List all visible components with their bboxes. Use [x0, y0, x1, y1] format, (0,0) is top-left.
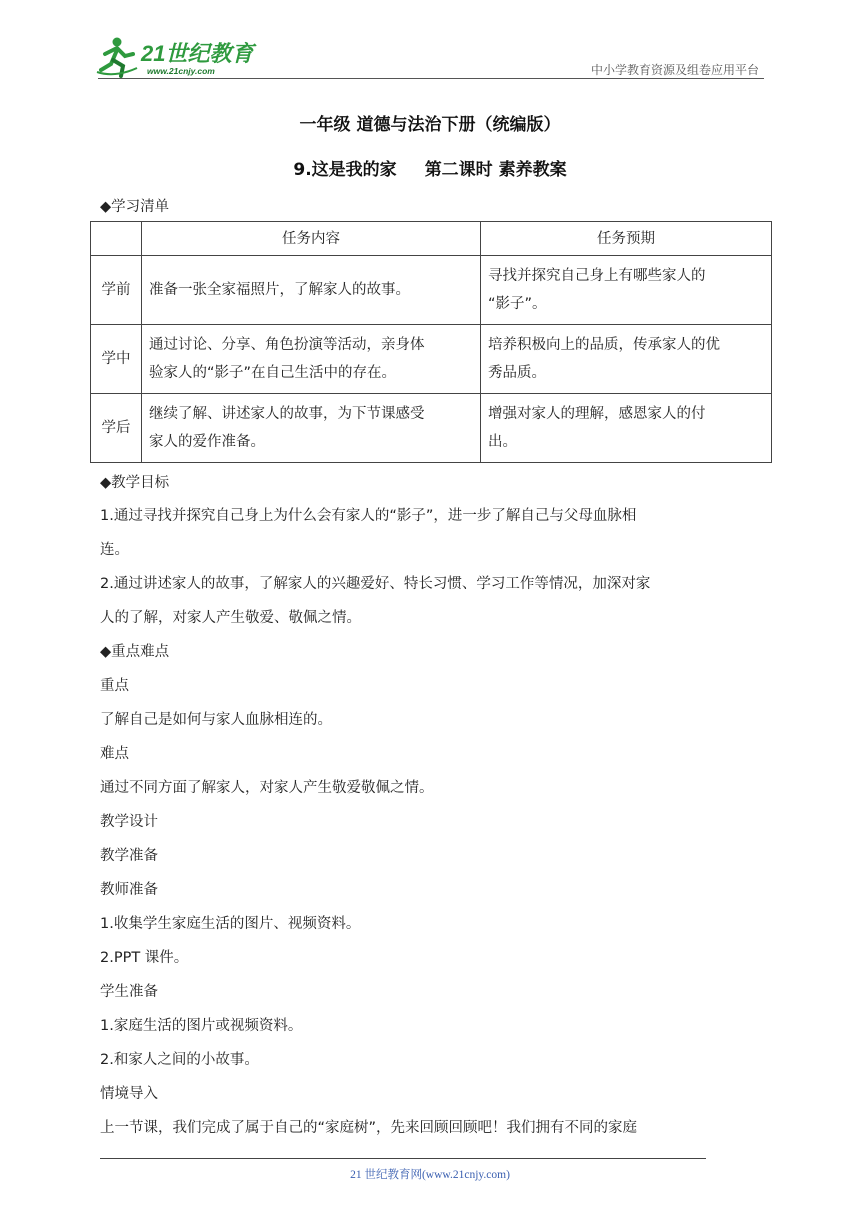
section-goals: ◆教学目标: [100, 475, 170, 491]
table-header-row: [91, 222, 772, 256]
goal-line: 人的了解，对家人产生敬爱、敬佩之情。: [100, 610, 361, 626]
intro-text: 上一节课，我们完成了属于自己的“家庭树”，先来回顾回顾吧！我们拥有不同的家庭: [100, 1120, 638, 1136]
expect-cell: [481, 325, 772, 394]
cell-line: 出。: [488, 434, 517, 450]
lesson-subtitle: 第二课时 素养教案: [424, 160, 567, 180]
expect-cell: [481, 256, 772, 325]
cell-line: 培养积极向上的品质，传承家人的优: [488, 337, 720, 353]
list-item: 1.家庭生活的图片或视频资料。: [100, 1018, 303, 1034]
cell-line: 通过讨论、分享、角色扮演等活动，亲身体: [149, 337, 425, 353]
table-row: [91, 394, 772, 463]
platform-label: 中小学教育资源及组卷应用平台: [590, 63, 759, 77]
goal-line: 1.通过寻找并探究自己身上为什么会有家人的“影子”，进一步了解自己与父母血脉相: [100, 508, 637, 524]
footer-link[interactable]: 21 世纪教育网(www.21cnjy.com): [350, 1169, 510, 1181]
footer-divider: [100, 1158, 706, 1159]
content-cell: [142, 394, 481, 463]
goal-line: 2.通过讲述家人的故事，了解家人的兴趣爱好、特长习惯、学习工作等情况，加深对家: [100, 576, 651, 592]
table-header-cell: 任务内容: [142, 222, 481, 256]
logo-url: www.21cnjy.com: [147, 66, 215, 76]
cell-line: 继续了解、讲述家人的故事，为下节课感受: [149, 406, 425, 422]
cell-line: 准备一张全家福照片，了解家人的故事。: [149, 282, 410, 298]
goal-line: 连。: [100, 542, 129, 558]
content-cell: [142, 256, 481, 325]
student-prep-heading: 学生准备: [100, 984, 158, 1000]
page-header: [95, 34, 763, 79]
cell-line: 增强对家人的理解，感恩家人的付: [488, 406, 706, 422]
logo-icon: [95, 34, 295, 78]
section-key-points: ◆重点难点: [100, 644, 170, 660]
key-text: 了解自己是如何与家人血脉相连的。: [100, 712, 332, 728]
stage-cell: 学前: [91, 256, 142, 325]
table-row: [91, 325, 772, 394]
teacher-prep-heading: 教师准备: [100, 882, 158, 898]
header-divider: [98, 78, 764, 79]
task-table: [90, 221, 772, 463]
intro-heading: 情境导入: [100, 1086, 158, 1102]
lesson-title: [0, 155, 860, 180]
design-heading: 教学设计: [100, 814, 158, 830]
stage-cell: 学中: [91, 325, 142, 394]
logo-text: 21世纪教育: [141, 41, 254, 66]
cell-line: 秀品质。: [488, 365, 546, 381]
cell-line: 验家人的“影子”在自己生活中的存在。: [149, 365, 397, 381]
prep-heading: 教学准备: [100, 848, 158, 864]
table-row: [91, 256, 772, 325]
table-header-cell: [91, 222, 142, 256]
table-header-cell: 任务预期: [481, 222, 772, 256]
key-label: 重点: [100, 678, 129, 694]
cell-line: “影子”。: [488, 296, 547, 312]
stage-cell: 学后: [91, 394, 142, 463]
difficult-label: 难点: [100, 746, 129, 762]
list-item: 2.PPT 课件。: [100, 950, 189, 966]
list-item: 2.和家人之间的小故事。: [100, 1052, 259, 1068]
cell-line: 家人的爱作准备。: [149, 434, 265, 450]
content-cell: [142, 325, 481, 394]
list-item: 1.收集学生家庭生活的图片、视频资料。: [100, 916, 361, 932]
document-title: 一年级 道德与法治下册（统编版）: [299, 115, 561, 135]
lesson-name: 9.这是我的家: [293, 160, 397, 180]
expect-cell: [481, 394, 772, 463]
cell-line: 寻找并探究自己身上有哪些家人的: [488, 268, 706, 284]
section-study-list: ◆学习清单: [100, 199, 170, 215]
difficult-text: 通过不同方面了解家人，对家人产生敬爱敬佩之情。: [100, 780, 434, 796]
